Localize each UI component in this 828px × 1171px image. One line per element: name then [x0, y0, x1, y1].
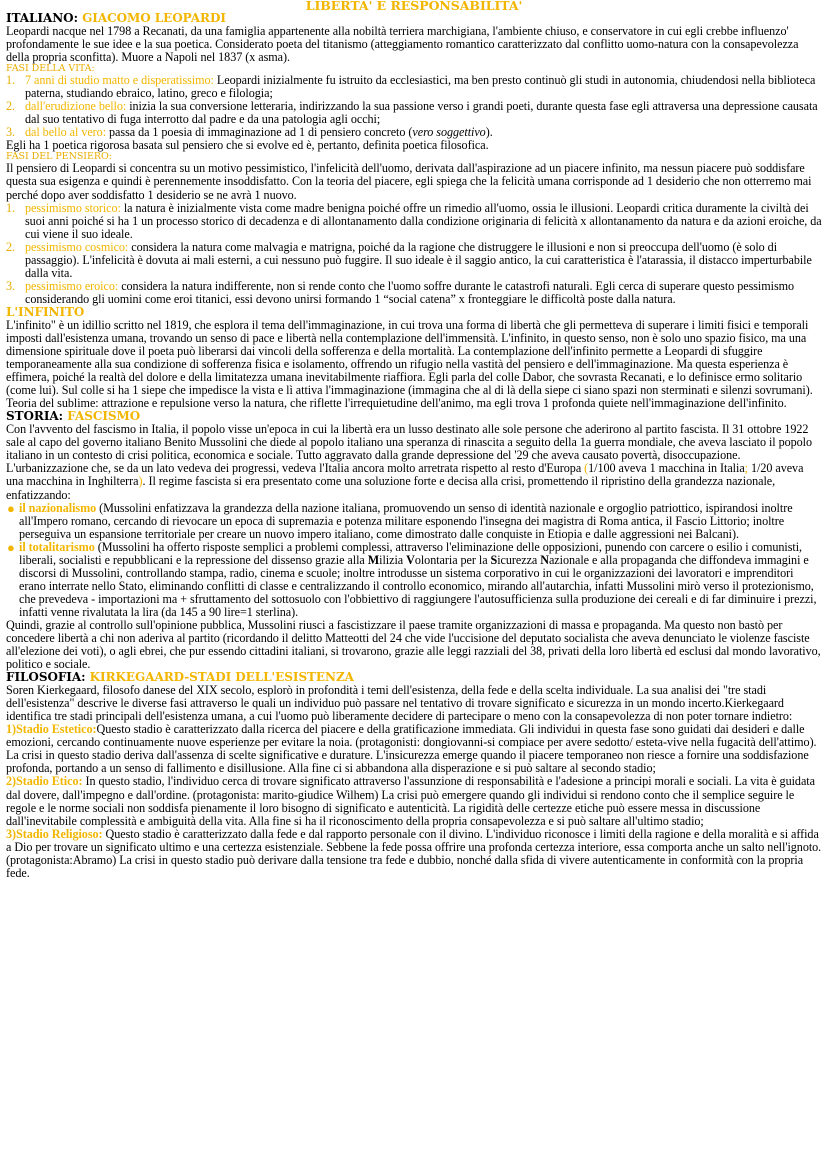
list-item-title: pessimismo storico: — [25, 200, 121, 215]
storia-intro-a: Con l'avvento del fascismo in Italia, il popolo visse un'epoca in cui la libertà era un lusso destinato alle sole persone che aderirono al partito fascista. Il 31 ottobre 1922 sale al capo del governo italiano Benito Mussolini che diede al popolo italiano una speranza di rinascita a seguito della 1a guerra mondiale, che aveva lasciato il popolo italiano in un contesto di crisi politica, economica e sociale. Tutto aggravato dalla grande depressione del '29 che aveva causato povertà, disoccupazione. L'urbanizzazione che, se da un lato vedeva dei progressi, vedeva l'Italia ancora molto arretrata rispetto al resto d'Europa — [6, 422, 813, 476]
mvsn-letter: N — [540, 552, 549, 567]
stadio-item — [6, 723, 822, 775]
list-number: 3. — [6, 278, 16, 293]
stat-separator: ; — [744, 461, 748, 476]
pensiero-intro: Il pensiero di Leopardi si concentra su un motivo pessimistico, l'infelicità dell'uomo, derivata dall'aspirazione ad un piacere infinito, ma nessun piacere può soddisfare questa sua esigenza e quindi è perennemente insoddisfatto. Con la teoria del piacere, egli spiega che la felicità umana corrisponde ad 1 desiderio che non otterremo mai perché dopo aver soddisfatto 1 desiderio se ne avrà 1 nuovo. — [6, 161, 812, 202]
storia-intro-b: . Il regime fascista si era presentato come una soluzione forte e decisa alla crisi, promettendo il ripristino della grandezza nazionale, enfatizzando: — [6, 474, 776, 502]
stat-inghilterra: 1/20 aveva una macchina in Inghilterra — [6, 461, 804, 489]
list-item — [6, 74, 822, 100]
list-item-text: inizia la sua conversione letteraria, indirizzando la sua passione verso i grandi poeti, durante questa fase egli attraversa una depressione causata dal suo tentativo di fuga interrotto dal padre e da una patologia agli occhi; — [25, 99, 818, 127]
filosofia-label: FILOSOFIA: — [6, 670, 86, 685]
stadio-item — [6, 828, 822, 880]
filosofia-topic: KIRKEGAARD-STADI DELL'ESISTENZA — [89, 670, 354, 685]
stat-italia: 1/100 aveva 1 macchina in Italia — [588, 461, 745, 476]
paren-close: ) — [138, 474, 143, 489]
mvsn-letter: M — [367, 552, 380, 567]
list-number: 2. — [6, 99, 16, 114]
storia-intro — [6, 423, 822, 501]
list-number: 1. — [6, 73, 16, 88]
bullet-title: il totalitarismo — [19, 539, 95, 554]
stadio-title: 1)Stadio Estetico: — [6, 722, 97, 737]
list-item — [6, 502, 822, 541]
bullet-icon: ● — [7, 500, 15, 516]
mvsn-letter: S — [490, 552, 498, 567]
page-title: LIBERTA' E RESPONSABILITA' — [305, 0, 523, 13]
bullet-text: (Mussolini enfatizzava la grandezza della nazione italiana, promuovendo un senso di identità nazionale e orgoglio patriottico, ispirandosi inoltre all'Impero romano, cercando di rievocare un epoca di supremazia e potenza militare esponendo l'insegna dei magistra di Roma antica, il Fascio Littorio; inoltre perseguiva un espansione territoriale per creare un nuovo impero italiano, come dimostrato dalle conquiste in Etiopia e dalle aggressioni nei Balcani). — [19, 500, 793, 541]
list-item — [6, 541, 822, 619]
stadio-text: Questo stadio è caratterizzato dalla fede e dal rapporto personale con il divino. L'individuo riconosce i limiti della ragione e della moralità e si affida a Dio per trovare un significato ultimo e una certezza esistenziale. Sebbene la fede possa offrire una profonda certezza interiore, essa comporta anche un salto nell'ignoto. (protagonista:Abramo) La crisi in questo stadio può derivare dalla tensione tra fede e dubbio, nonché dalla sfida di vivere autenticamente in conformità con la propria fede. — [6, 826, 822, 880]
fasi-vita-list — [6, 74, 822, 139]
infinito-heading: L'INFINITO — [6, 304, 85, 319]
storia-bullet-list — [6, 502, 822, 619]
bullet-icon: ● — [7, 539, 15, 555]
list-item — [6, 280, 822, 306]
list-item-italic: vero soggettivo — [412, 125, 486, 140]
list-item-text: Leopardi inizialmente fu istruito da ecclesiastici, ma ben presto continuò gli studi in autonomia, chiudendosi nella biblioteca paterna, studiando ebraico, latino, greco e filologia; — [25, 73, 816, 101]
list-item — [6, 241, 822, 280]
bullet-text: ilizia — [379, 552, 407, 567]
list-number: 1. — [6, 200, 16, 215]
bullet-title: il nazionalismo — [19, 500, 97, 515]
storia-topic: FASCISMO — [67, 409, 141, 424]
list-item-end: ). — [485, 125, 493, 140]
stadio-title: 3)Stadio Religioso: — [6, 826, 103, 841]
mvsn-letter: V — [406, 552, 415, 567]
fasi-vita-heading: FASI DELLA VITA: — [6, 63, 95, 75]
stadio-title: 2)Stadio Etico: — [6, 774, 83, 789]
list-item-title: dall'erudizione bello: — [25, 99, 127, 114]
list-item-title: pessimismo eroico: — [25, 278, 119, 293]
filosofia-intro: Soren Kierkegaard, filosofo danese del XIX secolo, esplorò in profondità i temi dell'esistenza, della fede e della scelta individuale. La sua analisi dei "tre stadi dell'esistenza" descrive le diverse fasi attraverso le quali un individuo può passare nel tentativo di trovare significato e sicurezza in un mondo incerto.Kierkegaard identifica tre stadi principali dell'esistenza umana, a cui l'uomo può liberamente decidere di partecipare o meno con la consapevolezza di non poter tornare indietro: — [6, 683, 793, 724]
list-number: 2. — [6, 239, 16, 254]
bullet-text: (Mussolini ha offerto risposte semplici a problemi complessi, attraverso l'eliminazione delle opposizioni, punendo con carcere o esilio i comunisti, liberali, socialisti e repubblicani e la repressione del dissenso grazie alla — [19, 539, 803, 567]
list-item-title: pessimismo cosmico: — [25, 239, 129, 254]
stadio-text: Questo stadio è caratterizzato dalla ricerca del piacere e della gratificazione immediata. Gli individui in questa fase sono guidati dai desideri e dalle emozioni, cercando continuamente nuove esperienze per evitare la noia. (protagonisti: dongiovanni-si compiace per avere sedotto/ esteta-vive nella fugacità dell'attimo). La crisi in questo stadio deriva dall'assenza di scelte significative e durature. L'insicurezza emerge quando il piacere temporaneo non riesce a fornire una soddisfazione profonda, portando a un senso di fallimento e disillusione. Alla fine ci si abbandona alla disperazione e si può saltare al secondo stadio; — [6, 722, 817, 776]
list-item-text: considera la natura indifferente, non si rende conto che l'uomo soffre durante le catastrofi naturali. Egli cerca di superare questo pessimismo considerando gli uomini come eroi titanici, essi devono unirsi formando 1 “social catena” x fronteggiare le difficoltà poste dalla natura. — [25, 278, 795, 306]
italiano-author: GIACOMO LEOPARDI — [82, 11, 226, 25]
stadio-item — [6, 775, 822, 827]
list-item — [6, 202, 822, 241]
stadio-text: In questo stadio, l'individuo cerca di trovare significato attraverso l'assunzione di responsabilità e l'adesione a principi morali e sociali. La vita è guidata dal dovere, dall'impegno e dall'ordine. (protagonista: marito-giudice Wilhem) La crisi può emergere quando gli individui si rendono conto che il semplice seguire le regole e le norme sociali non soddisfa pienamente il loro bisogno di significato e autenticità. La rigidità delle certezze etiche può essere messa in discussione dall'inevitabile complessità e ambiguità della vita. Alla fine si ha il riconoscimento della propria consapevolezza e si può saltare all'ultimo stadio; — [6, 774, 815, 828]
poetica-text: Egli ha 1 poetica rigorosa basata sul pensiero che si evolve ed è, pertanto, definita poetica filosofica. — [6, 138, 489, 153]
paren-open: ( — [584, 461, 589, 476]
list-item-title: 7 anni di studio matto e disperatissimo: — [25, 73, 214, 88]
storia-label: STORIA: — [6, 409, 64, 424]
list-item-text: passa da 1 poesia di immaginazione ad 1 di pensiero concreto ( — [109, 125, 413, 140]
italiano-intro: Leopardi nacque nel 1798 a Recanati, da una famiglia appartenente alla nobiltà terriera marchigiana, l'ambiente chiuso, e conservatore in cui egli crebbe influenzo' profondamente le sue idee e la sua poetica. Considerato poeta del titanismo (atteggiamento romantico caratterizzato dal conflitto uomo-natura con la consapevolezza della propria sconfitta). Muore a Napoli nel 1837 (x asma). — [6, 24, 799, 65]
list-item — [6, 100, 822, 126]
bullet-text: icurezza — [497, 552, 541, 567]
infinito-text: L'infinito" è un idillio scritto nel 1819, che esplora il tema dell'immaginazione, in cui trova una forma di libertà che gli permetteva di superare i limiti fisici e temporali imposti dall'esistenza umana, trovando un senso di pace e libertà nella contemplazione dell'immensità. L'infinito, in questo senso, non è solo uno spazio fisico, ma una dimensione spirituale dove il poeta può liberarsi dai vincoli della sofferenza e della mortalità. La contemplazione dell'infinito permette a Leopardi di sfuggire temporaneamente alla sua condizione di sofferenza fisica e isolamento, offrendo un rifugio nella vastità del pensiero e dell'immaginazione. Ma questa esperienza è effimera, poiché la realtà del dolore e della limitatezza umana inevitabilmente riaffiora. Egli parla del colle Dabor, che sovrasta Recanati, e lo definisce ermo solitario (come lui). Sul colle si ha 1 siepe che impedisce la vista e lì attiva l'immaginazione (immagina che al di là della siepe ci siano spazi non sterminati e silenzi sovrumani). Teoria del sublime: attrazione e repulsione verso la natura, che riflette l'irrequietudine dell'animo, ma egli trova 1 profonda quiete nell'immaginazione dell'infinito. — [6, 317, 813, 411]
list-item-text: considera la natura come malvagia e matrigna, poiché da la ragione che distruggere le illusioni e non si preoccupa dell'uomo (è solo di passaggio). L'infelicità è dovuta ai mali esterni, a cui nessuno può fuggire. Il suo ideale è il saggio antico, la cui caratteristica è l'atarassia, il distacco imperturbabile dalla vita. — [25, 239, 812, 280]
list-item-text: la natura è inizialmente vista come madre benigna poiché offre un rimedio all'uomo, ossia le illusioni. Leopardi critica duramente la civiltà dei suoi anni poiché si ha 1 un processo storico di decadenza e di allontanamento dalla condizione originaria di felicità x allontanamento da natura e da azioni eroiche, da cui viene il suo ideale. — [25, 200, 822, 241]
bullet-text: azionale e alla propaganda che diffondeva immagini e discorsi di Mussolini, controllando stampa, radio, cinema e scuole; inoltre introdusse un sistema corporativo in cui le organizzazioni dei lavoratori e imprenditori erano interrate nello Stato, eliminando conflitti di classe e centralizzando il controllo economico, mirando all'autarchia, infatti Mussolini mirò verso il protezionismo, che prevedeva - importazioni ma + sfruttamento del sottosuolo con l'obbiettivo di raggiungere l'autosufficienza sulla produzione dei cereali e di far diminuire i prezzi, infatti venne rivalutata la lira (da 145 a 90 lire=1 sterlina). — [19, 552, 817, 619]
storia-conclusion: Quindi, grazie al controllo sull'opinione pubblica, Mussolini riusci a fascistizzare il paese tramite organizzazioni di massa e propaganda. Ma questo non bastò per concedere libertà a chi non aderiva al partito (ricordando il delitto Matteotti del 24 che vide l'uccisione del deputato socialista che aveva denunciato le violenze fasciste all'elezione dei voti), o agli ebrei, che pur essendo cittadini italiani, si trovarono, grazie alle leggi razziali del 38, privati della loro libertà ed esclusi dal mondo lavorativo, politico e sociale. — [6, 617, 821, 672]
bullet-text: olontaria per la — [414, 552, 491, 567]
fasi-pensiero-list — [6, 202, 822, 306]
italiano-label: ITALIANO: — [6, 11, 78, 25]
list-item-title: dal bello al vero: — [25, 125, 107, 140]
list-item — [6, 126, 822, 139]
list-number: 3. — [6, 125, 16, 140]
fasi-pensiero-heading: FASI DEL PENSIERO: — [6, 151, 112, 163]
